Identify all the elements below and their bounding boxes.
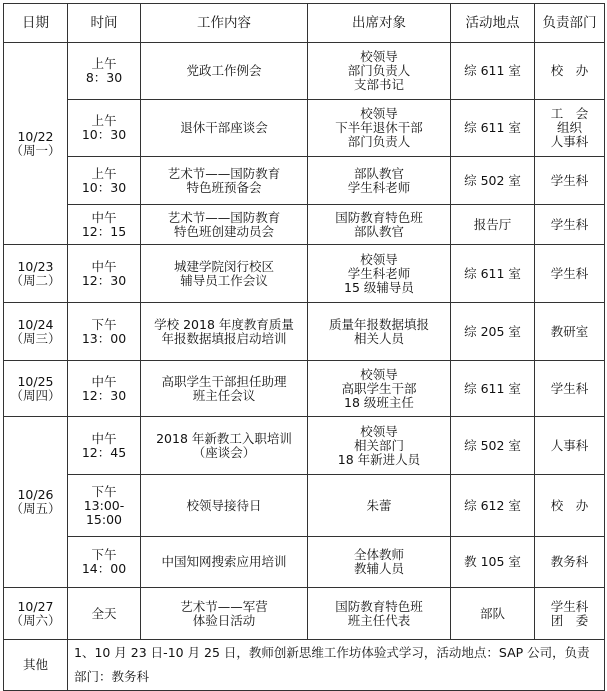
attendees-cell [308,537,451,588]
time-cell [68,361,141,417]
attendees-line: 校领导 [360,366,398,382]
location-cell: 综 502 室 [451,417,535,475]
attendees-line: 教辅人员 [353,561,404,576]
department-line: 学生科 [550,265,589,281]
department-cell [535,157,605,205]
department-cell [535,475,605,537]
table-row [4,588,605,640]
content-cell [141,205,308,245]
header-department: 负责部门 [535,4,605,43]
attendees-line: 部队教官 [353,165,404,181]
attendees-line: 18 级班主任 [344,394,414,410]
department-line: 学生科 [550,380,589,396]
time-cell [68,537,141,588]
attendees-cell [308,157,451,205]
date-cell [4,43,68,245]
table-row [4,417,605,475]
attendees-line: 15 级辅导员 [344,279,414,295]
department-cell [535,245,605,303]
content-cell [141,245,308,303]
date-line: （周四） [10,387,61,403]
attendees-cell [308,43,451,100]
time-cell [68,157,141,205]
location-cell: 综 502 室 [451,157,535,205]
content-line: 高职学生干部担任助理 [161,373,287,389]
date-line: （周六） [10,612,61,628]
date-line: （周一） [10,142,61,158]
department-cell [535,205,605,245]
content-line: 中国知网搜索应用培训 [161,554,287,569]
date-cell [4,417,68,588]
content-cell [141,43,308,100]
attendees-line: 相关部门 [353,437,404,453]
time-line: 12：15 [81,223,127,239]
department-cell [535,537,605,588]
date-line: （周二） [10,272,61,288]
attendees-line: 班主任代表 [347,612,411,628]
content-line: 班主任会议 [192,387,256,403]
location-cell: 综 612 室 [451,475,535,537]
location-cell: 综 611 室 [451,100,535,157]
attendees-line: 校领导 [360,106,398,121]
content-line: 党政工作例会 [186,63,262,78]
date-line: 10/24 [17,316,54,332]
time-line: 12：30 [81,387,127,403]
department-cell [535,361,605,417]
header-time: 时间 [68,4,141,43]
attendees-line: 部门负责人 [347,63,411,78]
location-cell: 教 105 室 [451,537,535,588]
attendees-cell [308,475,451,537]
attendees-line: 高职学生干部 [341,380,417,396]
date-line: 10/22 [17,128,54,144]
department-line: 团 委 [550,612,589,628]
content-line: 特色班创建动员会 [173,223,274,239]
time-line: 中午 [91,209,117,225]
content-line: 校领导接待日 [186,497,262,513]
department-line: 组织 [556,120,582,135]
header-location: 活动地点 [451,4,535,43]
other-text: 1、10 月 23 日-10 月 25 日，教师创新思维工作坊体验式学习，活动地点：SAP 公司，负责部门：教务科 [68,640,605,691]
time-line: 14：00 [81,561,127,576]
department-line: 工 会 [550,106,589,121]
time-line: 中午 [91,258,117,274]
attendees-line: 下半年退休干部 [335,120,423,135]
content-cell [141,588,308,640]
time-line: 10：30 [81,127,127,142]
attendees-line: 部门负责人 [347,134,411,149]
date-line: 10/26 [17,487,54,502]
table-row [4,245,605,303]
header-date: 日期 [4,4,68,43]
attendees-cell [308,588,451,640]
attendees-line: 校领导 [360,423,398,439]
time-line: 全天 [91,605,117,621]
department-cell [535,417,605,475]
time-cell [68,43,141,100]
table-row [4,537,605,588]
location-cell: 综 611 室 [451,245,535,303]
content-line: 特色班预备会 [186,179,262,195]
content-line: 2018 年新教工入职培训 [156,430,292,446]
department-line: 校 办 [550,497,589,513]
attendees-line: 18 年新进人员 [337,451,421,467]
date-line: 10/23 [17,258,54,274]
location-cell: 综 611 室 [451,43,535,100]
time-line: 下午 [91,547,117,562]
time-line: 8：30 [85,70,123,85]
attendees-cell [308,100,451,157]
time-cell [68,205,141,245]
content-cell [141,475,308,537]
time-line: 下午 [91,483,117,499]
attendees-line: 校领导 [360,251,398,267]
time-cell [68,245,141,303]
date-line: （周三） [10,330,61,346]
table-row [4,361,605,417]
time-line: 中午 [91,430,117,446]
other-label: 其他 [4,640,68,691]
table-row [4,43,605,100]
content-line: 退休干部座谈会 [180,120,268,135]
time-line: 上午 [91,165,117,181]
time-line: 12：30 [81,272,127,288]
time-line: 10：30 [81,179,127,195]
time-line: 上午 [91,56,117,71]
department-cell [535,100,605,157]
other-section [4,640,605,691]
content-cell [141,157,308,205]
attendees-line: 朱蕾 [366,497,392,513]
time-line: 15:00 [85,511,123,527]
department-line: 教研室 [550,323,589,339]
content-cell [141,100,308,157]
time-cell [68,475,141,537]
time-line: 上午 [91,113,117,128]
attendees-line: 学生科老师 [347,265,411,281]
content-line: 艺术节——国防教育 [167,165,281,181]
table-row [4,303,605,361]
date-line: 10/27 [17,598,54,614]
table-row [4,100,605,157]
date-cell [4,588,68,640]
content-cell [141,537,308,588]
table-row [4,205,605,245]
attendees-cell [308,361,451,417]
department-line: 学生科 [550,598,589,614]
department-line: 学生科 [550,172,589,188]
attendees-cell [308,303,451,361]
time-cell [68,417,141,475]
table-body [4,43,605,640]
attendees-line: 国防教育特色班 [335,598,423,614]
time-cell [68,303,141,361]
content-line: 体验日活动 [192,612,256,628]
content-cell [141,361,308,417]
department-line: 人事科 [550,437,589,453]
attendees-line: 支部书记 [353,77,404,92]
department-cell [535,303,605,361]
header-content: 工作内容 [141,4,308,43]
location-cell: 综 205 室 [451,303,535,361]
location-cell: 报告厅 [451,205,535,245]
content-line: 辅导员工作会议 [180,272,268,288]
time-line: 下午 [91,316,117,332]
header-attendees: 出席对象 [308,4,451,43]
time-cell [68,588,141,640]
content-line: （座谈会） [192,444,256,460]
attendees-line: 全体教师 [353,547,404,562]
time-line: 13：00 [81,330,127,346]
time-cell [68,100,141,157]
department-line: 人事科 [550,134,589,149]
time-line: 中午 [91,373,117,389]
content-line: 学校 2018 年度教育质量 [154,316,294,332]
date-line: 10/25 [17,373,54,389]
attendees-line: 校领导 [360,49,398,64]
schedule-table [3,3,605,691]
location-cell: 综 611 室 [451,361,535,417]
attendees-cell [308,417,451,475]
time-line: 13:00- [83,497,125,513]
table-header [4,4,605,43]
attendees-line: 相关人员 [353,330,404,346]
date-cell [4,303,68,361]
attendees-cell [308,245,451,303]
header-row [4,4,605,43]
location-cell: 部队 [451,588,535,640]
content-line: 年报数据填报启动培训 [161,330,287,346]
content-line: 艺术节——国防教育 [167,209,281,225]
content-line: 城建学院闵行校区 [173,258,274,274]
attendees-line: 国防教育特色班 [335,209,423,225]
date-cell [4,245,68,303]
department-line: 校 办 [550,63,589,78]
date-cell [4,361,68,417]
content-cell [141,303,308,361]
attendees-line: 学生科老师 [347,179,411,195]
table-row [4,475,605,537]
date-line: （周五） [10,501,61,516]
department-line: 学生科 [550,216,589,232]
attendees-line: 质量年报数据填报 [328,316,429,332]
department-cell [535,43,605,100]
department-cell [535,588,605,640]
content-line: 艺术节——军营 [180,598,268,614]
department-line: 教务科 [550,554,589,569]
table-row [4,157,605,205]
other-row [4,640,605,691]
attendees-cell [308,205,451,245]
content-cell [141,417,308,475]
attendees-line: 部队教官 [353,223,404,239]
time-line: 12：45 [81,444,127,460]
